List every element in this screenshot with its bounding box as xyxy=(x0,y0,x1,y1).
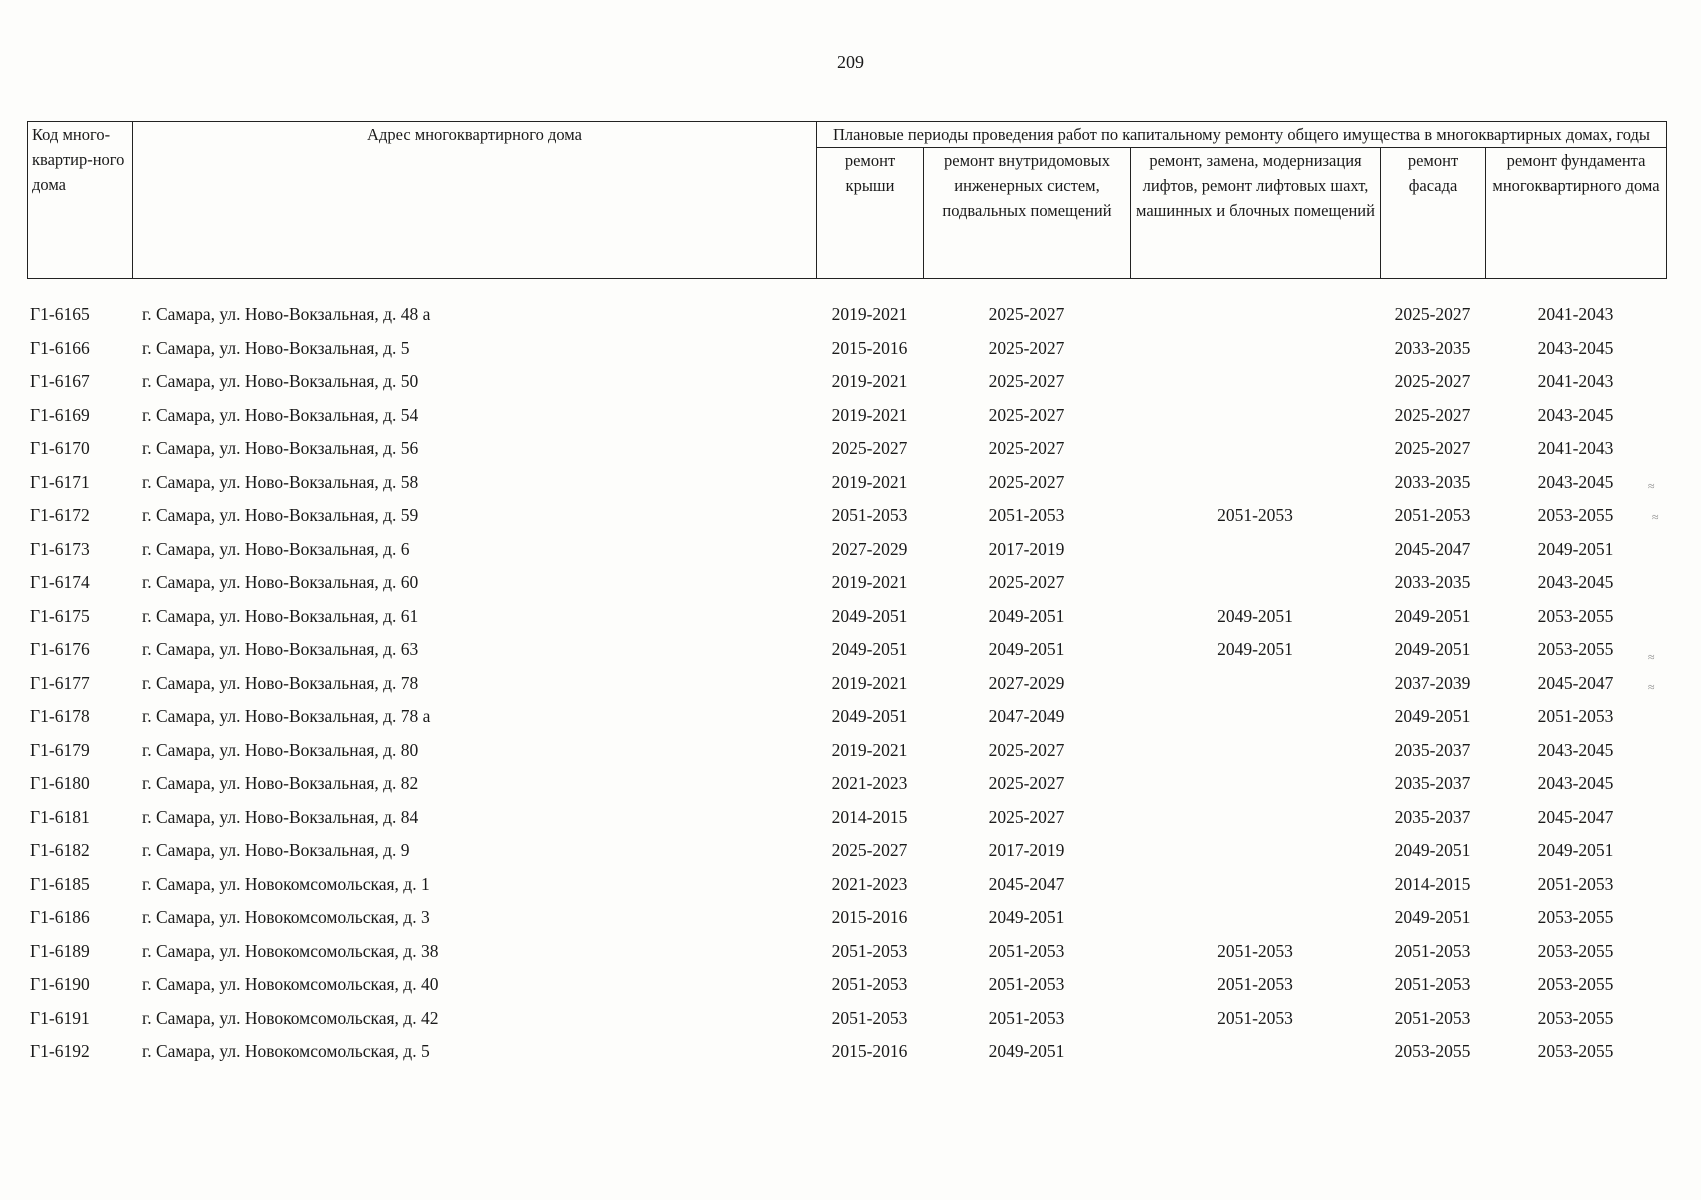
systems-period: 2051-2053 xyxy=(988,940,1065,961)
row-code: Г1-6181 xyxy=(30,806,90,827)
systems-period: 2045-2047 xyxy=(988,873,1065,894)
facade-period: 2049-2051 xyxy=(1394,907,1471,927)
row-code: Г1-6175 xyxy=(30,605,90,626)
table-header xyxy=(27,121,1667,279)
foundation-period: 2053-2055 xyxy=(1537,1041,1614,1061)
table-row xyxy=(27,404,1666,438)
facade-period: 2033-2035 xyxy=(1394,471,1471,492)
elevators-period xyxy=(1130,705,1380,739)
roof-column-header: ремонт крыши xyxy=(817,148,924,279)
row-code: Г1-6166 xyxy=(30,337,90,358)
row-address: г. Самара, ул. Ново-Вокзальная, д. 9 xyxy=(142,840,410,860)
systems-period: 2025-2027 xyxy=(988,371,1065,391)
systems-period: 2051-2053 xyxy=(988,505,1065,525)
systems-column-header: ремонт внутридомовых инженерных систем, подвальных помещений xyxy=(924,148,1131,279)
roof-period: 2025-2027 xyxy=(831,438,908,458)
foundation-period: 2051-2053 xyxy=(1537,706,1614,726)
row-code: Г1-6172 xyxy=(30,505,90,525)
roof-period: 2025-2027 xyxy=(831,840,908,860)
roof-period: 2051-2053 xyxy=(831,505,908,525)
row-code: Г1-6191 xyxy=(30,1007,90,1028)
table-row xyxy=(27,303,1666,337)
facade-period: 2053-2055 xyxy=(1394,1041,1471,1061)
facade-period: 2051-2053 xyxy=(1394,1007,1471,1028)
roof-period: 2019-2021 xyxy=(831,672,908,693)
page-number: 209 xyxy=(837,52,864,72)
systems-period: 2051-2053 xyxy=(988,974,1065,994)
row-address: г. Самара, ул. Ново-Вокзальная, д. 59 xyxy=(142,505,419,525)
roof-period: 2014-2015 xyxy=(831,806,908,827)
table-row xyxy=(27,973,1666,1007)
foundation-period: 2041-2043 xyxy=(1537,438,1614,458)
row-code: Г1-6167 xyxy=(30,371,90,391)
scan-speck: ≈ xyxy=(1648,479,1655,493)
table-row xyxy=(27,370,1666,404)
scan-speck: ≈ xyxy=(1652,510,1659,524)
elevators-column-header: ремонт, замена, модернизация лифтов, ремонт лифтовых шахт, машинных и блочных помещений xyxy=(1131,148,1381,279)
systems-period: 2049-2051 xyxy=(988,1041,1065,1061)
foundation-period: 2043-2045 xyxy=(1537,471,1614,492)
elevators-period xyxy=(1130,437,1380,471)
foundation-period: 2053-2055 xyxy=(1537,505,1614,525)
facade-period: 2045-2047 xyxy=(1394,538,1471,559)
roof-period: 2051-2053 xyxy=(831,940,908,961)
facade-period: 2051-2053 xyxy=(1394,505,1471,525)
facade-period: 2051-2053 xyxy=(1394,940,1471,961)
facade-period: 2049-2051 xyxy=(1394,605,1471,626)
row-code: Г1-6182 xyxy=(30,840,90,860)
table-row xyxy=(27,739,1666,773)
foundation-period: 2043-2045 xyxy=(1537,739,1614,760)
systems-period: 2049-2051 xyxy=(988,639,1065,659)
elevators-period xyxy=(1130,839,1380,873)
facade-period: 2033-2035 xyxy=(1394,572,1471,592)
foundation-period: 2049-2051 xyxy=(1537,840,1614,860)
facade-period: 2025-2027 xyxy=(1394,404,1471,425)
planned-periods-header: Плановые периоды проведения работ по капитальному ремонту общего имущества в многоквартирных домах, годы xyxy=(817,122,1667,148)
row-address: г. Самара, ул. Ново-Вокзальная, д. 58 xyxy=(142,471,419,492)
row-address: г. Самара, ул. Ново-Вокзальная, д. 48 а xyxy=(142,304,431,324)
roof-period: 2019-2021 xyxy=(831,572,908,592)
roof-period: 2019-2021 xyxy=(831,471,908,492)
scan-speck: ≈ xyxy=(1648,650,1655,664)
row-code: Г1-6178 xyxy=(30,706,90,726)
row-address: г. Самара, ул. Ново-Вокзальная, д. 80 xyxy=(142,739,419,760)
systems-period: 2025-2027 xyxy=(988,404,1065,425)
foundation-period: 2043-2045 xyxy=(1537,773,1614,793)
row-address: г. Самара, ул. Новокомсомольская, д. 40 xyxy=(142,974,439,994)
foundation-period: 2053-2055 xyxy=(1537,605,1614,626)
foundation-period: 2053-2055 xyxy=(1537,639,1614,659)
roof-period: 2015-2016 xyxy=(831,907,908,927)
table-row xyxy=(27,672,1666,706)
row-code: Г1-6171 xyxy=(30,471,90,492)
facade-period: 2025-2027 xyxy=(1394,304,1471,324)
row-address: г. Самара, ул. Ново-Вокзальная, д. 63 xyxy=(142,639,419,659)
foundation-column-header: ремонт фундамента многоквартирного дома xyxy=(1486,148,1667,279)
foundation-period: 2041-2043 xyxy=(1537,304,1614,324)
foundation-period: 2043-2045 xyxy=(1537,337,1614,358)
foundation-period: 2053-2055 xyxy=(1537,974,1614,994)
systems-period: 2025-2027 xyxy=(988,572,1065,592)
elevators-period: 2051-2053 xyxy=(1217,940,1293,961)
elevators-period: 2049-2051 xyxy=(1217,605,1293,626)
systems-period: 2025-2027 xyxy=(988,773,1065,793)
table-row xyxy=(27,538,1666,572)
systems-period: 2025-2027 xyxy=(988,337,1065,358)
foundation-period: 2045-2047 xyxy=(1537,806,1614,827)
foundation-period: 2053-2055 xyxy=(1537,940,1614,961)
row-code: Г1-6176 xyxy=(30,639,90,659)
roof-period: 2049-2051 xyxy=(831,706,908,726)
table-row xyxy=(27,839,1666,873)
table-row xyxy=(27,471,1666,505)
repair-schedule-table xyxy=(27,303,1666,1074)
roof-period: 2021-2023 xyxy=(831,773,908,793)
table-row xyxy=(27,337,1666,371)
foundation-period: 2051-2053 xyxy=(1537,873,1614,894)
row-address: г. Самара, ул. Ново-Вокзальная, д. 78 xyxy=(142,672,419,693)
systems-period: 2017-2019 xyxy=(988,840,1065,860)
row-address: г. Самара, ул. Ново-Вокзальная, д. 56 xyxy=(142,438,419,458)
elevators-period: 2051-2053 xyxy=(1217,1007,1293,1028)
row-code: Г1-6185 xyxy=(30,873,90,894)
elevators-period xyxy=(1130,739,1380,773)
row-code: Г1-6186 xyxy=(30,907,90,927)
foundation-period: 2049-2051 xyxy=(1537,538,1614,559)
roof-period: 2049-2051 xyxy=(831,639,908,659)
row-code: Г1-6190 xyxy=(30,974,90,994)
row-code: Г1-6189 xyxy=(30,940,90,961)
row-address: г. Самара, ул. Ново-Вокзальная, д. 60 xyxy=(142,572,419,592)
facade-period: 2035-2037 xyxy=(1394,773,1471,793)
table-row xyxy=(27,906,1666,940)
elevators-period xyxy=(1130,772,1380,806)
table-row xyxy=(27,605,1666,639)
row-address: г. Самара, ул. Ново-Вокзальная, д. 61 xyxy=(142,605,419,626)
roof-period: 2051-2053 xyxy=(831,1007,908,1028)
elevators-period xyxy=(1130,404,1380,438)
scan-speck: ≈ xyxy=(1648,680,1655,694)
row-address: г. Самара, ул. Ново-Вокзальная, д. 50 xyxy=(142,371,419,391)
row-code: Г1-6179 xyxy=(30,739,90,760)
row-code: Г1-6192 xyxy=(30,1041,90,1061)
roof-period: 2049-2051 xyxy=(831,605,908,626)
table-row xyxy=(27,772,1666,806)
foundation-period: 2041-2043 xyxy=(1537,371,1614,391)
systems-period: 2025-2027 xyxy=(988,471,1065,492)
systems-period: 2049-2051 xyxy=(988,605,1065,626)
table-row xyxy=(27,806,1666,840)
table-row xyxy=(27,504,1666,538)
row-address: г. Самара, ул. Ново-Вокзальная, д. 5 xyxy=(142,337,410,358)
systems-period: 2027-2029 xyxy=(988,672,1065,693)
roof-period: 2027-2029 xyxy=(831,538,908,559)
row-code: Г1-6170 xyxy=(30,438,90,458)
facade-period: 2035-2037 xyxy=(1394,739,1471,760)
foundation-period: 2053-2055 xyxy=(1537,907,1614,927)
code-column-header: Код много-квартир-ного дома xyxy=(28,122,133,279)
table-row xyxy=(27,638,1666,672)
systems-period: 2025-2027 xyxy=(988,739,1065,760)
systems-period: 2025-2027 xyxy=(988,438,1065,458)
facade-period: 2025-2027 xyxy=(1394,371,1471,391)
foundation-period: 2053-2055 xyxy=(1537,1007,1614,1028)
elevators-period xyxy=(1130,873,1380,907)
row-address: г. Самара, ул. Новокомсомольская, д. 5 xyxy=(142,1041,430,1061)
systems-period: 2025-2027 xyxy=(988,806,1065,827)
roof-period: 2015-2016 xyxy=(831,1041,908,1061)
elevators-period xyxy=(1130,471,1380,505)
elevators-period xyxy=(1130,906,1380,940)
roof-period: 2021-2023 xyxy=(831,873,908,894)
elevators-period xyxy=(1130,337,1380,371)
row-code: Г1-6177 xyxy=(30,672,90,693)
row-code: Г1-6165 xyxy=(30,304,90,324)
systems-period: 2049-2051 xyxy=(988,907,1065,927)
foundation-period: 2045-2047 xyxy=(1537,672,1614,693)
elevators-period: 2051-2053 xyxy=(1217,974,1293,994)
elevators-period: 2051-2053 xyxy=(1217,505,1293,525)
row-code: Г1-6169 xyxy=(30,404,90,425)
roof-period: 2019-2021 xyxy=(831,304,908,324)
facade-period: 2049-2051 xyxy=(1394,639,1471,659)
facade-period: 2033-2035 xyxy=(1394,337,1471,358)
elevators-period xyxy=(1130,1040,1380,1074)
row-address: г. Самара, ул. Ново-Вокзальная, д. 78 а xyxy=(142,706,431,726)
row-address: г. Самара, ул. Новокомсомольская, д. 38 xyxy=(142,940,439,961)
elevators-period xyxy=(1130,303,1380,337)
facade-column-header: ремонт фасада xyxy=(1381,148,1486,279)
table-row xyxy=(27,940,1666,974)
elevators-period xyxy=(1130,370,1380,404)
table-row xyxy=(27,571,1666,605)
roof-period: 2051-2053 xyxy=(831,974,908,994)
facade-period: 2035-2037 xyxy=(1394,806,1471,827)
table-row xyxy=(27,437,1666,471)
systems-period: 2025-2027 xyxy=(988,304,1065,324)
foundation-period: 2043-2045 xyxy=(1537,404,1614,425)
elevators-period xyxy=(1130,672,1380,706)
row-code: Г1-6173 xyxy=(30,538,90,559)
table-row xyxy=(27,1040,1666,1074)
row-address: г. Самара, ул. Ново-Вокзальная, д. 84 xyxy=(142,806,419,827)
row-address: г. Самара, ул. Ново-Вокзальная, д. 82 xyxy=(142,773,419,793)
facade-period: 2051-2053 xyxy=(1394,974,1471,994)
roof-period: 2019-2021 xyxy=(831,739,908,760)
facade-period: 2049-2051 xyxy=(1394,706,1471,726)
systems-period: 2051-2053 xyxy=(988,1007,1065,1028)
facade-period: 2049-2051 xyxy=(1394,840,1471,860)
table-row xyxy=(27,1007,1666,1041)
foundation-period: 2043-2045 xyxy=(1537,572,1614,592)
row-address: г. Самара, ул. Новокомсомольская, д. 3 xyxy=(142,907,430,927)
elevators-period xyxy=(1130,538,1380,572)
facade-period: 2037-2039 xyxy=(1394,672,1471,693)
row-code: Г1-6174 xyxy=(30,572,90,592)
row-address: г. Самара, ул. Ново-Вокзальная, д. 54 xyxy=(142,404,419,425)
roof-period: 2015-2016 xyxy=(831,337,908,358)
row-code: Г1-6180 xyxy=(30,773,90,793)
systems-period: 2017-2019 xyxy=(988,538,1065,559)
row-address: г. Самара, ул. Новокомсомольская, д. 1 xyxy=(142,873,430,894)
facade-period: 2014-2015 xyxy=(1394,873,1471,894)
elevators-period xyxy=(1130,571,1380,605)
table-row xyxy=(27,873,1666,907)
systems-period: 2047-2049 xyxy=(988,706,1065,726)
facade-period: 2025-2027 xyxy=(1394,438,1471,458)
table-row xyxy=(27,705,1666,739)
elevators-period: 2049-2051 xyxy=(1217,639,1293,659)
row-address: г. Самара, ул. Ново-Вокзальная, д. 6 xyxy=(142,538,410,559)
roof-period: 2019-2021 xyxy=(831,371,908,391)
roof-period: 2019-2021 xyxy=(831,404,908,425)
row-address: г. Самара, ул. Новокомсомольская, д. 42 xyxy=(142,1007,439,1028)
address-column-header: Адрес многоквартирного дома xyxy=(133,122,817,279)
elevators-period xyxy=(1130,806,1380,840)
